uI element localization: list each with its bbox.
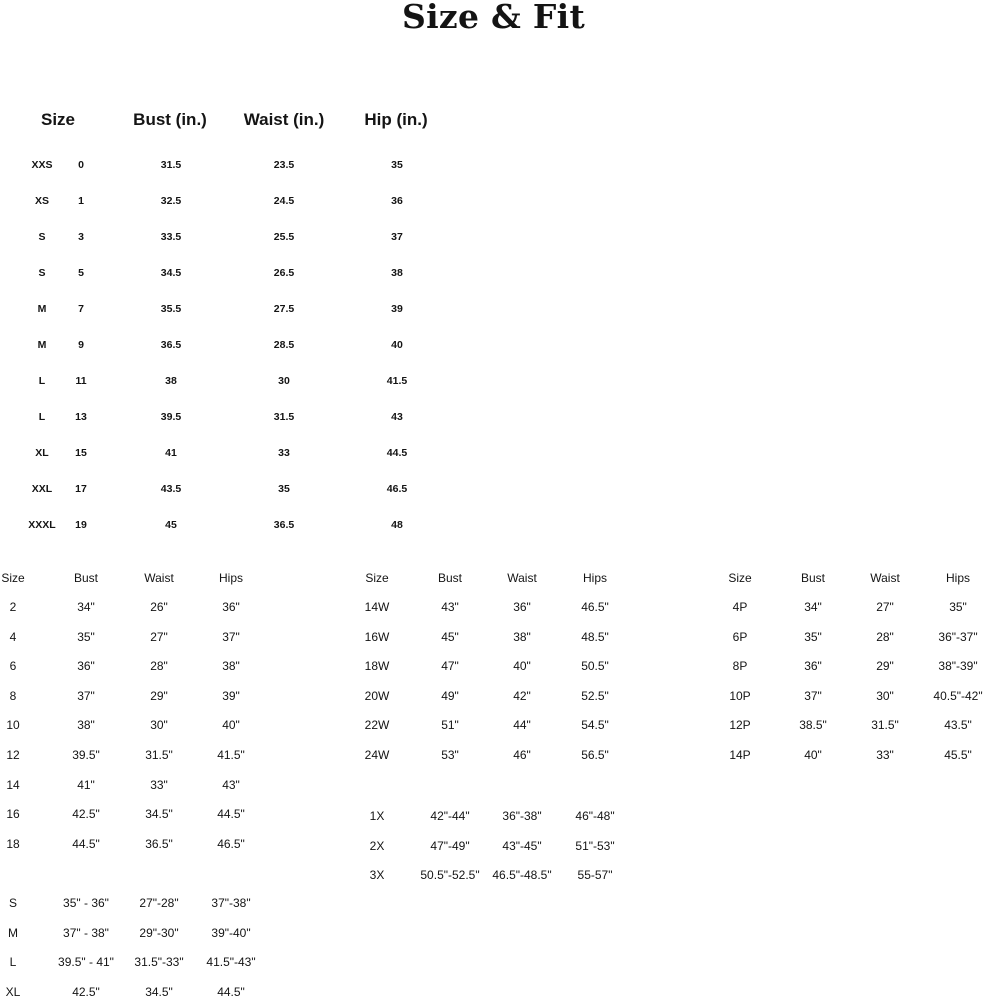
top-table-cell: 0 bbox=[78, 159, 84, 171]
right-table-cell: 35" bbox=[949, 600, 967, 614]
middle-table-cell: 46" bbox=[513, 748, 531, 762]
top-table-header: Waist (in.) bbox=[243, 110, 325, 129]
middle-table-cell: 48.5" bbox=[581, 629, 609, 644]
top-table-cell: 41.5 bbox=[386, 375, 408, 387]
top-table-cell: 35 bbox=[391, 159, 403, 171]
plus-table-cell: 46.5"-48.5" bbox=[492, 868, 552, 883]
left-table-cell: 12 bbox=[6, 748, 20, 762]
left-table-cell: 36.5" bbox=[145, 836, 173, 851]
top-table-cell: 3 bbox=[78, 231, 84, 243]
top-table-header: Bust (in.) bbox=[133, 110, 207, 129]
left-table-cell: 37" bbox=[222, 629, 240, 644]
top-table-cell: 32.5 bbox=[160, 195, 182, 207]
left-table-cell: 38" bbox=[77, 718, 95, 733]
right-table-cell: 30" bbox=[876, 688, 894, 703]
middle-table-header: Bust bbox=[437, 571, 463, 585]
left-table-cell: 42.5" bbox=[72, 807, 100, 822]
left-table-cell: 43" bbox=[222, 777, 240, 792]
right-table-header: Size bbox=[728, 571, 752, 585]
left-table-cell: 16 bbox=[6, 807, 20, 822]
right-table-cell: 43.5" bbox=[944, 718, 972, 733]
top-table-cell: M bbox=[37, 339, 47, 351]
top-table-cell: 7 bbox=[78, 303, 84, 315]
right-table-cell: 10P bbox=[729, 688, 751, 703]
top-table-cell: 31.5 bbox=[160, 159, 182, 171]
middle-table-cell: 14W bbox=[364, 600, 390, 614]
top-table-cell: 9 bbox=[78, 339, 84, 351]
top-table-cell: 15 bbox=[75, 447, 87, 459]
left-table-cell: 4 bbox=[9, 629, 17, 644]
left-table-cell: 35" bbox=[77, 629, 95, 644]
left-table-cell: 28" bbox=[150, 659, 168, 674]
plus-table-cell: 1X bbox=[369, 809, 385, 823]
right-table-cell: 34" bbox=[804, 600, 822, 614]
top-table-cell: 36 bbox=[391, 195, 403, 207]
top-table-cell: L bbox=[38, 411, 46, 423]
right-table-cell: 36"-37" bbox=[938, 629, 978, 644]
letter-table-cell: 27"-28" bbox=[139, 896, 179, 910]
right-table-cell: 45.5" bbox=[944, 748, 972, 762]
letter-table-cell: 39.5" - 41" bbox=[58, 955, 114, 970]
top-table-cell: 36.5 bbox=[273, 519, 295, 531]
left-table-header: Size bbox=[1, 571, 25, 585]
plus-table-cell: 50.5"-52.5" bbox=[420, 868, 480, 883]
left-table-cell: 38" bbox=[222, 659, 240, 674]
top-table-cell: 33 bbox=[278, 447, 290, 459]
top-table-cell: 44.5 bbox=[386, 447, 408, 459]
left-table-cell: 18 bbox=[6, 836, 20, 851]
right-table-cell: 12P bbox=[729, 718, 751, 733]
letter-table-cell: M bbox=[8, 925, 18, 940]
middle-table-cell: 16W bbox=[364, 629, 390, 644]
letter-table-cell: XL bbox=[5, 984, 21, 999]
top-table-cell: 28.5 bbox=[273, 339, 295, 351]
top-table-cell: XXL bbox=[31, 483, 53, 495]
top-table-cell: 30 bbox=[278, 375, 290, 387]
right-table-cell: 27" bbox=[876, 600, 894, 614]
letter-table-cell: 37"-38" bbox=[211, 896, 251, 910]
left-table-cell: 39" bbox=[222, 688, 240, 703]
left-table-cell: 37" bbox=[77, 688, 95, 703]
left-table-cell: 41" bbox=[77, 777, 95, 792]
middle-table-cell: 38" bbox=[513, 629, 531, 644]
left-table-header: Hips bbox=[218, 571, 244, 585]
left-table-cell: 41.5" bbox=[217, 748, 245, 762]
left-table-cell: 40" bbox=[222, 718, 240, 733]
top-table-cell: 23.5 bbox=[273, 159, 295, 171]
plus-table-cell: 42"-44" bbox=[430, 809, 470, 823]
top-table-cell: 40 bbox=[391, 339, 403, 351]
letter-table-cell: 35" - 36" bbox=[63, 896, 109, 910]
letter-table-cell: 41.5"-43" bbox=[206, 955, 256, 970]
letter-table-cell: 42.5" bbox=[72, 984, 100, 999]
middle-table-cell: 42" bbox=[513, 688, 531, 703]
plus-table-cell: 2X bbox=[369, 838, 385, 853]
right-table-cell: 6P bbox=[732, 629, 748, 644]
top-table-cell: 33.5 bbox=[160, 231, 182, 243]
top-table-cell: 24.5 bbox=[273, 195, 295, 207]
top-table-cell: 45 bbox=[165, 519, 177, 531]
top-table-cell: 36.5 bbox=[160, 339, 182, 351]
left-table-cell: 26" bbox=[150, 600, 168, 614]
top-table-cell: 26.5 bbox=[273, 267, 295, 279]
top-table-cell: 31.5 bbox=[273, 411, 295, 423]
top-table-cell: 19 bbox=[75, 519, 87, 531]
middle-table-cell: 47" bbox=[441, 659, 459, 674]
top-table-cell: 1 bbox=[78, 195, 84, 207]
letter-table-cell: 44.5" bbox=[217, 984, 245, 999]
top-table-cell: 25.5 bbox=[273, 231, 295, 243]
top-table-cell: M bbox=[37, 303, 47, 315]
plus-table-cell: 36"-38" bbox=[502, 809, 542, 823]
right-table-cell: 28" bbox=[876, 629, 894, 644]
top-table-cell: 34.5 bbox=[160, 267, 182, 279]
left-table-cell: 44.5" bbox=[217, 807, 245, 822]
right-table-cell: 38"-39" bbox=[938, 659, 978, 674]
top-table-cell: XXXL bbox=[28, 519, 56, 531]
middle-table-cell: 52.5" bbox=[581, 688, 609, 703]
right-table-cell: 8P bbox=[732, 659, 748, 674]
top-table-cell: XL bbox=[35, 447, 49, 459]
top-table-cell: S bbox=[38, 267, 46, 279]
left-table-cell: 14 bbox=[6, 777, 20, 792]
middle-table-header: Size bbox=[365, 571, 389, 585]
right-table-header: Waist bbox=[870, 571, 900, 585]
middle-table-cell: 20W bbox=[364, 688, 390, 703]
top-table-cell: 43.5 bbox=[160, 483, 182, 495]
top-table-cell: 27.5 bbox=[273, 303, 295, 315]
top-table-cell: 39 bbox=[391, 303, 403, 315]
top-table-cell: 5 bbox=[78, 267, 84, 279]
letter-table-cell: 34.5" bbox=[145, 984, 173, 999]
plus-table-cell: 3X bbox=[369, 868, 385, 883]
page-title: Size & Fit bbox=[401, 0, 586, 36]
right-table-cell: 4P bbox=[732, 600, 748, 614]
top-table-cell: 48 bbox=[391, 519, 403, 531]
middle-table-cell: 40" bbox=[513, 659, 531, 674]
letter-table-cell: 39"-40" bbox=[211, 925, 251, 940]
right-table-cell: 29" bbox=[876, 659, 894, 674]
top-table-cell: XXS bbox=[31, 159, 53, 171]
middle-table-cell: 51" bbox=[441, 718, 459, 733]
left-table-cell: 36" bbox=[77, 659, 95, 674]
top-table-cell: XS bbox=[34, 195, 50, 207]
right-table-cell: 31.5" bbox=[871, 718, 899, 733]
middle-table-cell: 36" bbox=[513, 600, 531, 614]
left-table-cell: 31.5" bbox=[145, 748, 173, 762]
middle-table-cell: 50.5" bbox=[581, 659, 609, 674]
middle-table-cell: 53" bbox=[441, 748, 459, 762]
top-table-header: Size bbox=[40, 110, 76, 129]
plus-table-cell: 51"-53" bbox=[575, 838, 615, 853]
left-table-cell: 6 bbox=[9, 659, 17, 674]
left-table-cell: 33" bbox=[150, 777, 168, 792]
top-table-cell: 37 bbox=[391, 231, 403, 243]
top-table-header: Hip (in.) bbox=[364, 110, 428, 129]
middle-table-cell: 46.5" bbox=[581, 600, 609, 614]
left-table-cell: 36" bbox=[222, 600, 240, 614]
middle-table-cell: 24W bbox=[364, 748, 390, 762]
right-table-cell: 33" bbox=[876, 748, 894, 762]
left-table-cell: 46.5" bbox=[217, 836, 245, 851]
top-table-cell: 43 bbox=[391, 411, 403, 423]
right-table-header: Hips bbox=[945, 571, 971, 585]
right-table-header: Bust bbox=[800, 571, 826, 585]
middle-table-cell: 43" bbox=[441, 600, 459, 614]
left-table-header: Waist bbox=[144, 571, 174, 585]
left-table-header: Bust bbox=[73, 571, 99, 585]
right-table-cell: 37" bbox=[804, 688, 822, 703]
left-table-cell: 29" bbox=[150, 688, 168, 703]
letter-table-cell: 31.5"-33" bbox=[134, 955, 184, 970]
top-table-cell: 39.5 bbox=[160, 411, 182, 423]
plus-table-cell: 55-57" bbox=[577, 868, 613, 883]
right-table-cell: 38.5" bbox=[799, 718, 827, 733]
top-table-cell: 38 bbox=[391, 267, 403, 279]
plus-table-cell: 43"-45" bbox=[502, 838, 542, 853]
top-table-cell: S bbox=[38, 231, 46, 243]
letter-table-cell: 29"-30" bbox=[139, 925, 179, 940]
left-table-cell: 2 bbox=[9, 600, 17, 614]
top-table-cell: 35.5 bbox=[160, 303, 182, 315]
top-table-cell: L bbox=[38, 375, 46, 387]
right-table-cell: 36" bbox=[804, 659, 822, 674]
top-table-cell: 11 bbox=[75, 375, 87, 387]
letter-table-cell: S bbox=[8, 896, 18, 910]
left-table-cell: 44.5" bbox=[72, 836, 100, 851]
middle-table-header: Waist bbox=[507, 571, 537, 585]
right-table-cell: 40.5"-42" bbox=[933, 688, 983, 703]
right-table-cell: 35" bbox=[804, 629, 822, 644]
letter-table-cell: L bbox=[9, 955, 17, 970]
top-table-cell: 13 bbox=[75, 411, 87, 423]
plus-table-cell: 47"-49" bbox=[430, 838, 470, 853]
middle-table-cell: 56.5" bbox=[581, 748, 609, 762]
letter-table-cell: 37" - 38" bbox=[63, 925, 109, 940]
middle-table-header: Hips bbox=[582, 571, 608, 585]
top-table-cell: 17 bbox=[75, 483, 87, 495]
left-table-cell: 30" bbox=[150, 718, 168, 733]
right-table-cell: 14P bbox=[729, 748, 751, 762]
left-table-cell: 34" bbox=[77, 600, 95, 614]
middle-table-cell: 49" bbox=[441, 688, 459, 703]
top-table-cell: 46.5 bbox=[386, 483, 408, 495]
top-table-cell: 38 bbox=[165, 375, 177, 387]
middle-table-cell: 54.5" bbox=[581, 718, 609, 733]
left-table-cell: 8 bbox=[9, 688, 17, 703]
left-table-cell: 10 bbox=[6, 718, 20, 733]
middle-table-cell: 44" bbox=[513, 718, 531, 733]
top-table-cell: 35 bbox=[278, 483, 290, 495]
middle-table-cell: 22W bbox=[364, 718, 390, 733]
middle-table-cell: 18W bbox=[364, 659, 390, 674]
plus-table-cell: 46"-48" bbox=[575, 809, 615, 823]
right-table-cell: 40" bbox=[804, 748, 822, 762]
top-table-cell: 41 bbox=[165, 447, 177, 459]
middle-table-cell: 45" bbox=[441, 629, 459, 644]
left-table-cell: 27" bbox=[150, 629, 168, 644]
left-table-cell: 39.5" bbox=[72, 748, 100, 762]
left-table-cell: 34.5" bbox=[145, 807, 173, 822]
